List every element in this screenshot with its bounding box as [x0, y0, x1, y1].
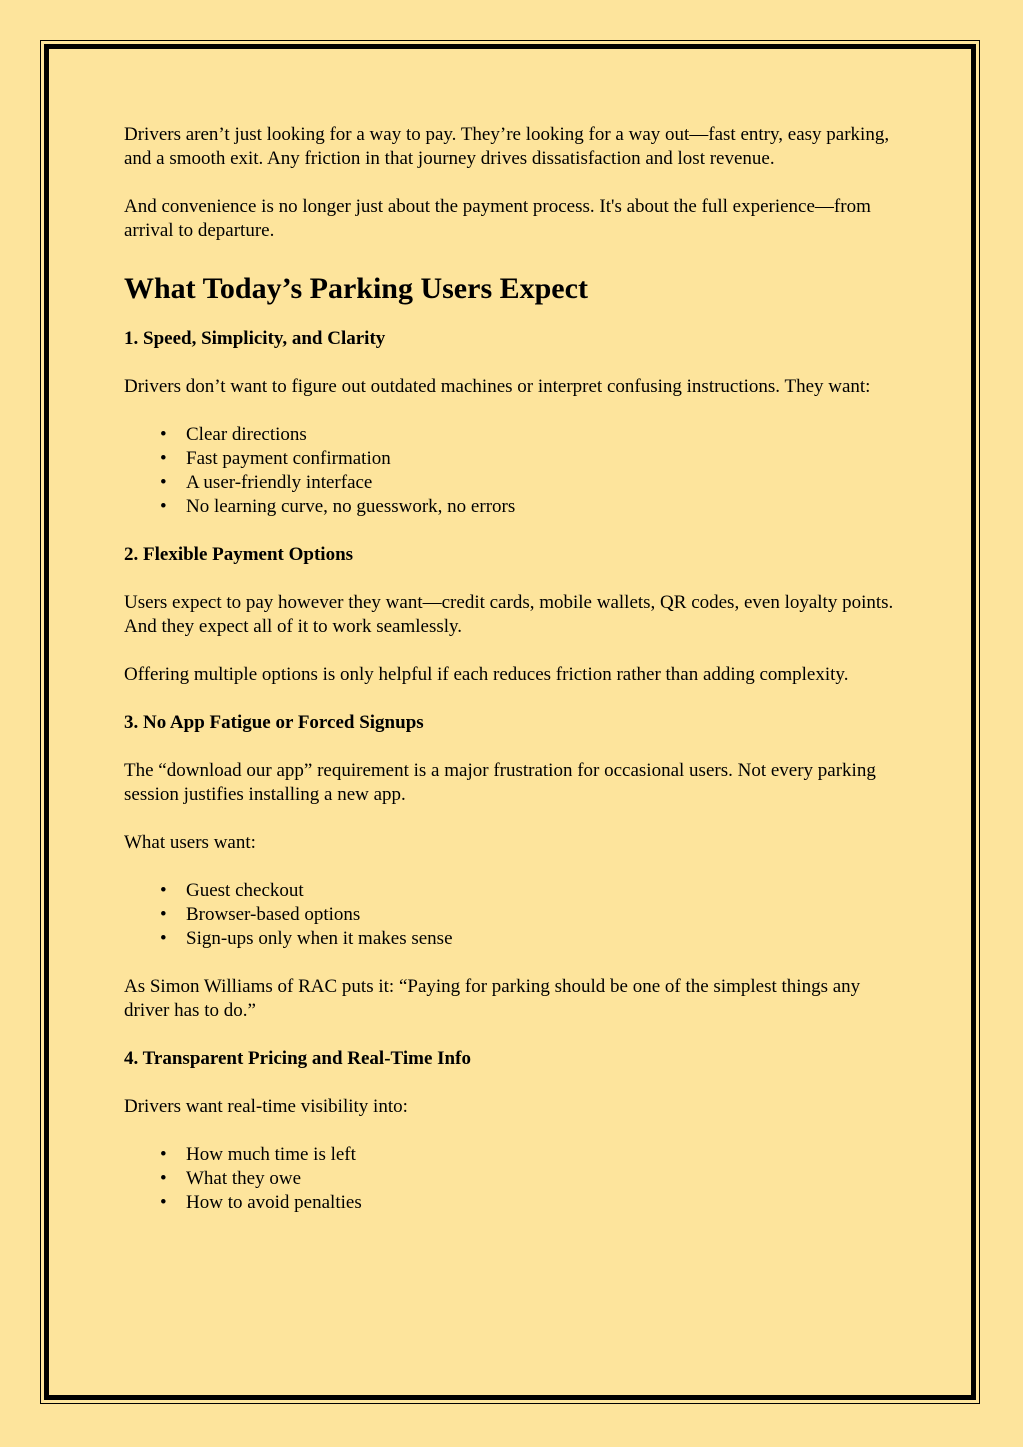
- section-3-paragraph-2: What users want:: [124, 832, 256, 853]
- bullet-icon: •: [160, 1144, 167, 1165]
- list-item: [160, 447, 904, 471]
- page-heading: What Today’s Parking Users Expect: [124, 272, 588, 305]
- section-3-list: [124, 879, 904, 951]
- list-item: [160, 1167, 904, 1191]
- list-item-text: Guest checkout: [186, 880, 304, 901]
- list-item: [160, 495, 904, 519]
- bullet-icon: •: [160, 472, 167, 493]
- bullet-icon: •: [160, 880, 167, 901]
- list-item-text: Fast payment confirmation: [186, 448, 391, 469]
- bullet-icon: •: [160, 448, 167, 469]
- list-item: [160, 903, 904, 927]
- bullet-icon: •: [160, 1168, 167, 1189]
- bullet-icon: •: [160, 904, 167, 925]
- list-item-text: How much time is left: [186, 1144, 356, 1165]
- bullet-icon: •: [160, 496, 167, 517]
- document-body: [124, 123, 904, 1239]
- section-4-title: 4. Transparent Pricing and Real-Time Info: [124, 1048, 471, 1069]
- section-2-title: 2. Flexible Payment Options: [124, 544, 354, 565]
- list-item: [160, 927, 904, 951]
- list-item-text: How to avoid penalties: [186, 1192, 362, 1213]
- section-4-list: [124, 1143, 904, 1215]
- list-item-text: Clear directions: [186, 424, 307, 445]
- intro-paragraph-2: And convenience is no longer just about the payment process. It's about the full experience—from arrival to departure.: [124, 196, 871, 241]
- list-item: [160, 879, 904, 903]
- list-item: [160, 423, 904, 447]
- section-2-paragraph-2: Offering multiple options is only helpful if each reduces friction rather than adding complexity.: [124, 664, 849, 685]
- section-1-list: [124, 423, 904, 519]
- bullet-icon: •: [160, 928, 167, 949]
- section-3-paragraph-1: The “download our app” requirement is a major frustration for occasional users. Not every parking session justifies installing a new app.: [124, 760, 876, 805]
- list-item-text: Browser-based options: [186, 904, 361, 925]
- list-item: [160, 471, 904, 495]
- list-item-text: A user-friendly interface: [186, 472, 373, 493]
- section-3-quote: As Simon Williams of RAC puts it: “Paying for parking should be one of the simplest things any driver has to do.”: [124, 976, 861, 1021]
- section-2-paragraph-1: Users expect to pay however they want—credit cards, mobile wallets, QR codes, even loyalty points. And they expect all of it to work seamlessly.: [124, 592, 894, 637]
- bullet-icon: •: [160, 424, 167, 445]
- section-1-paragraph: Drivers don’t want to figure out outdated machines or interpret confusing instructions. They want:: [124, 376, 871, 397]
- list-item-text: Sign-ups only when it makes sense: [186, 928, 453, 949]
- list-item-text: What they owe: [186, 1168, 302, 1189]
- bullet-icon: •: [160, 1192, 167, 1213]
- section-4-paragraph: Drivers want real-time visibility into:: [124, 1096, 408, 1117]
- section-1-title: 1. Speed, Simplicity, and Clarity: [124, 328, 386, 349]
- list-item-text: No learning curve, no guesswork, no errors: [186, 496, 516, 517]
- section-3-title: 3. No App Fatigue or Forced Signups: [124, 712, 424, 733]
- intro-paragraph-1: Drivers aren’t just looking for a way to pay. They’re looking for a way out—fast entry, easy parking, and a smooth exit. Any friction in that journey drives dissatisfaction and lost revenue.: [124, 124, 890, 169]
- list-item: [160, 1143, 904, 1167]
- list-item: [160, 1191, 904, 1215]
